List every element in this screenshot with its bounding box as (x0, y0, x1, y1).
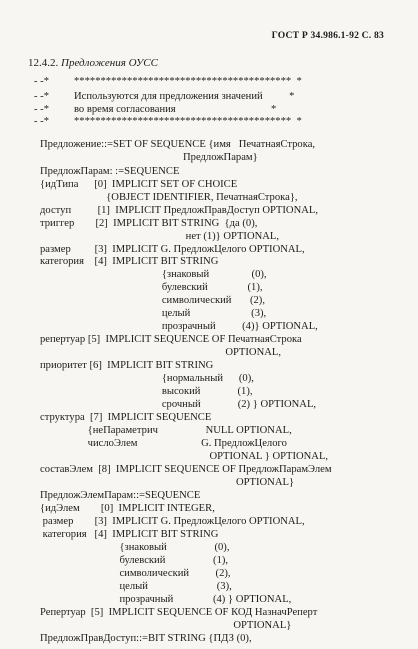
code-line: целый (3), (40, 308, 267, 319)
code-line: нет (1)} OPTIONAL, (40, 231, 280, 242)
comment-3-marker: - -* (34, 104, 50, 115)
code-line: ПредложПравДоступ::=BIT STRING {ПДЗ (0), (40, 633, 252, 644)
code-line: OPTIONAL} (40, 477, 295, 488)
code-line: {идТипа [0] IMPLICIT SET OF CHOICE (40, 179, 238, 190)
code-line: высокий (1), (40, 386, 253, 397)
comment-1-marker: - -* (34, 76, 50, 87)
code-line: Предложение::=SET OF SEQUENCE {имя ПечатнаяСтрока, (40, 139, 316, 150)
code-line: булевский (1), (40, 555, 229, 566)
page-header: ГОСТ Р 34.986.1-92 С. 83 (271, 30, 384, 41)
code-line: {неПараметрич NULL OPTIONAL, (40, 425, 292, 436)
code-line: срочный (2) } OPTIONAL, (40, 399, 317, 410)
comment-1-text: ***************************************** * (74, 76, 302, 87)
code-line: OPTIONAL, (40, 347, 282, 358)
code-line: категория [4] IMPLICIT BIT STRING (40, 529, 219, 540)
code-line: доступ [1] IMPLICIT ПредложПравДоступ OPTIONAL, (40, 205, 318, 216)
comment-4-marker: - -* (34, 116, 50, 127)
code-line: целый (3), (40, 581, 232, 592)
section-title: Предложения ОУСС (61, 57, 158, 69)
section-heading (28, 58, 158, 69)
code-line: размер [3] IMPLICIT G. ПредложЦелого OPTIONAL, (40, 244, 305, 255)
code-line: приоритет [6] IMPLICIT BIT STRING (40, 360, 214, 371)
code-line: OPTIONAL} (40, 620, 292, 631)
code-line: ПредложПарам: :=SEQUENCE (40, 166, 180, 177)
comment-4-text: ***************************************** * (74, 116, 302, 127)
code-line: {OBJECT IDENTIFIER, ПечатнаяСтрока}, (40, 192, 298, 203)
comment-2-marker: - -* (34, 91, 50, 102)
code-line: OPTIONAL } OPTIONAL, (40, 451, 329, 462)
code-line: триггер [2] IMPLICIT BIT STRING {да (0), (40, 218, 258, 229)
code-line: Репертуар [5] IMPLICIT SEQUENCE OF КОД НазначРеперт (40, 607, 318, 618)
code-line: {нормальный (0), (40, 373, 254, 384)
section-number: 12.4.2. (28, 57, 59, 69)
comment-3-text: во время согласования * (74, 104, 277, 115)
code-line: символический (2), (40, 295, 265, 306)
code-line: числоЭлем G. ПредложЦелого (40, 438, 287, 449)
code-line: {знаковый (0), (40, 269, 267, 280)
code-line: прозрачный (4)} OPTIONAL, (40, 321, 318, 332)
code-line: категория [4] IMPLICIT BIT STRING (40, 256, 219, 267)
code-line: структура [7] IMPLICIT SEQUENCE (40, 412, 212, 423)
code-line: булевский (1), (40, 282, 263, 293)
code-line: репертуар [5] IMPLICIT SEQUENCE OF ПечатнаяСтрока (40, 334, 302, 345)
code-line: размер [3] IMPLICIT G. ПредложЦелого OPTIONAL, (40, 516, 305, 527)
comment-2-text: Используются для предложения значений * (74, 91, 295, 102)
code-line: {идЭлем [0] IMPLICIT INTEGER, (40, 503, 215, 514)
code-line: символический (2), (40, 568, 231, 579)
code-line: ПредложПарам} (40, 152, 258, 163)
code-line: прозрачный (4) } OPTIONAL, (40, 594, 292, 605)
code-line: ПредложЭлемПарам::=SEQUENCE (40, 490, 201, 501)
code-line: составЭлем [8] IMPLICIT SEQUENCE OF ПредложПарамЭлем (40, 464, 332, 475)
code-line: {знаковый (0), (40, 542, 230, 553)
